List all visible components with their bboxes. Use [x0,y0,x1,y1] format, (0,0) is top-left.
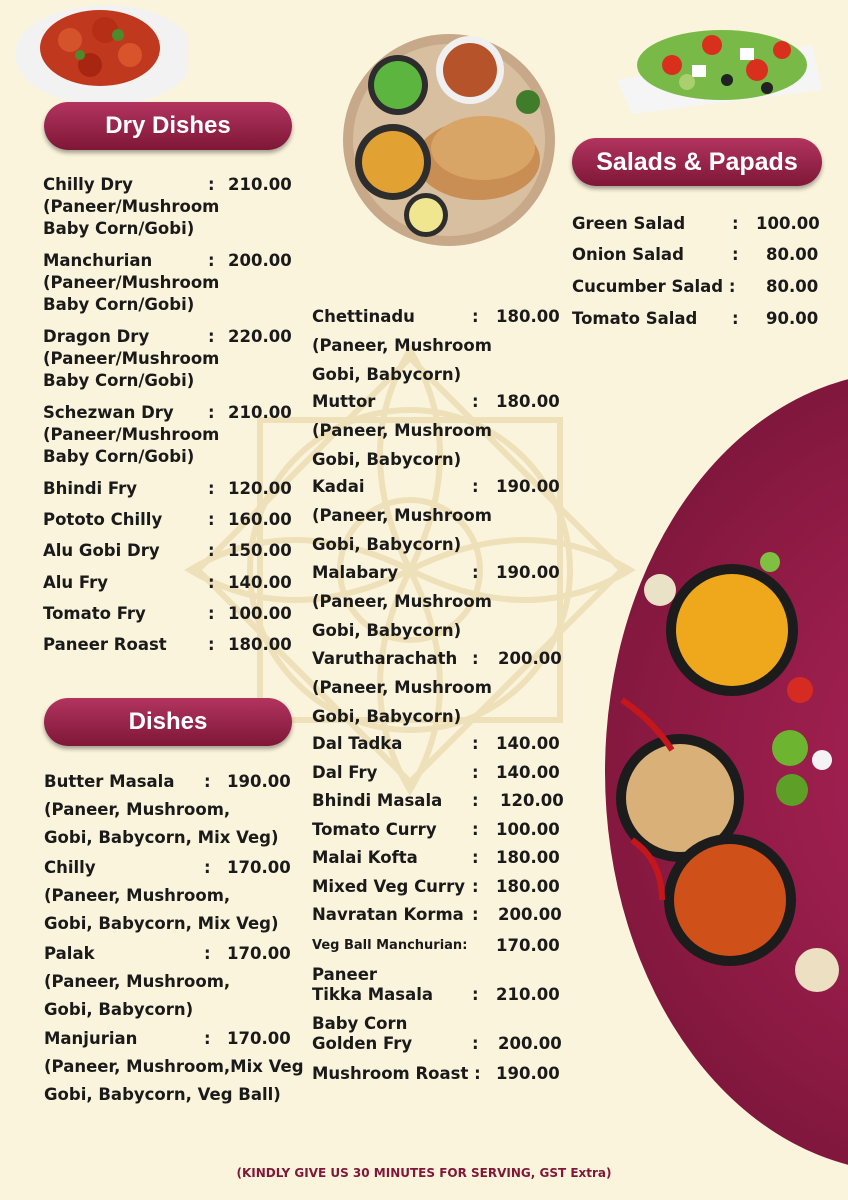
item-description: Baby Corn/Gobi) [43,295,195,314]
dry-dishes-banner [44,102,292,150]
item-price: 120.00 [228,479,292,498]
item-colon: : [472,307,479,326]
dishes-banner [44,698,292,746]
item-price: 210.00 [496,985,560,1004]
item-price: 190.00 [496,563,560,582]
item-price: 170.00 [227,858,291,877]
item-colon: : [472,848,479,867]
item-price: 140.00 [228,573,292,592]
item-name: Onion Salad [572,245,684,264]
dish-item [44,771,307,847]
item-price: 190.00 [227,772,291,791]
item-colon: : [208,251,215,270]
item-colon: : [732,309,739,328]
item-price: 180.00 [496,307,560,326]
item-name: Mushroom Roast : [312,1064,481,1083]
item-price: 200.00 [498,905,562,924]
item-colon: : [472,477,479,496]
item-colon: : [472,985,479,1004]
item-description: (Paneer, Mushroom [312,421,492,440]
dry-dish-item [43,478,308,500]
middle-dish-item [312,819,572,841]
item-description: (Paneer/Mushroom [43,349,220,368]
item-colon: : [472,734,479,753]
item-name: Malai Kofta [312,848,418,867]
item-description: Gobi, Babycorn) [312,365,462,384]
item-description: Gobi, Babycorn, Mix Veg) [44,914,279,933]
item-name: Paneer Roast [43,635,167,654]
item-colon: : [472,905,479,924]
item-name: Pototo Chilly [43,510,163,529]
item-description: Baby Corn/Gobi) [43,447,195,466]
middle-dish-item [312,1013,572,1035]
item-name: Paneer [312,965,378,984]
middle-dish-item [312,391,572,469]
chilly-dish-image [10,0,188,108]
item-colon: : [204,772,211,791]
item-description: (Paneer, Mushroom, [44,972,231,991]
item-description: (Paneer, Mushroom, [44,886,231,905]
item-name: Kadai [312,477,365,496]
item-price: 210.00 [228,175,292,194]
item-colon: : [208,175,215,194]
item-colon: : [732,214,739,233]
dry-dish-item [43,509,308,531]
dish-item [44,1028,307,1104]
middle-dish-item [312,904,572,926]
item-price: 100.00 [228,604,292,623]
item-description: (Paneer, Mushroom, [44,800,231,819]
item-colon: : [208,635,215,654]
salad-image [612,10,826,114]
item-description: Gobi, Babycorn) [44,1000,194,1019]
middle-dish-item [312,648,572,726]
middle-dish-item [312,964,572,986]
salads-banner [572,138,822,186]
item-price: 90.00 [766,309,819,328]
item-price: 180.00 [496,392,560,411]
item-name: Butter Masala [44,772,175,791]
item-colon: : [204,944,211,963]
item-colon: : [208,604,215,623]
dry-dish-item [43,603,308,625]
item-description: Gobi, Babycorn) [312,535,462,554]
item-description: Gobi, Babycorn) [312,621,462,640]
dry-dishes-title: Dry Dishes [105,112,231,139]
item-name: Cucumber Salad : [572,277,736,296]
item-description: (Paneer, Mushroom,Mix Veg [44,1057,304,1076]
middle-dish-item [312,1063,572,1085]
item-price: 100.00 [496,820,560,839]
item-description: Gobi, Babycorn, Mix Veg) [44,828,279,847]
item-price: 140.00 [496,763,560,782]
item-name: Tomato Salad [572,309,698,328]
middle-dish-item [312,984,572,1006]
item-price: 200.00 [498,1034,562,1053]
middle-dish-item [312,935,572,957]
salads-title: Salads & Papads [596,147,798,176]
item-price: 200.00 [228,251,292,270]
middle-dish-item [312,306,572,384]
item-name: Alu Gobi Dry [43,541,160,560]
item-price: 80.00 [766,245,819,264]
salad-item [572,244,832,266]
dry-dish-item [43,634,308,656]
dry-dish-item [43,572,308,594]
item-price: 180.00 [496,877,560,896]
item-description: (Paneer/Mushroom [43,197,220,216]
thali-plate-image [338,30,560,248]
salad-item [572,213,832,235]
item-price: 200.00 [498,649,562,668]
item-colon: : [472,763,479,782]
item-name: Navratan Korma [312,905,464,924]
salad-item [572,276,832,298]
item-price: 160.00 [228,510,292,529]
middle-dish-item [312,1033,572,1055]
item-name: Tikka Masala [312,985,434,1004]
dry-dish-item [43,326,308,390]
item-colon: : [472,392,479,411]
spices-image [612,520,848,1020]
footer-note: (KINDLY GIVE US 30 MINUTES FOR SERVING, GST Extra) [236,1166,612,1180]
item-colon: : [472,1034,479,1053]
item-colon: : [472,820,479,839]
middle-dish-item [312,733,572,755]
item-name: Baby Corn [312,1014,408,1033]
item-description: (Paneer, Mushroom [312,336,492,355]
item-colon: : [204,1029,211,1048]
middle-dish-item [312,762,572,784]
item-colon: : [208,479,215,498]
dish-item [44,857,307,933]
item-name: Chilly Dry [43,175,133,194]
item-colon: : [472,563,479,582]
item-name: Dragon Dry [43,327,150,346]
item-description: Baby Corn/Gobi) [43,219,195,238]
item-name: Tomato Curry [312,820,437,839]
item-price: 120.00 [500,791,564,810]
item-name: Bhindi Fry [43,479,138,498]
dish-item [44,943,307,1019]
item-price: 100.00 [756,214,820,233]
item-colon: : [472,877,479,896]
middle-dish-item [312,876,572,898]
item-description: Gobi, Babycorn) [312,707,462,726]
item-name: Bhindi Masala [312,791,443,810]
middle-dish-item [312,790,572,812]
item-colon: : [472,649,479,668]
item-name: Mixed Veg Curry [312,877,465,896]
item-description: (Paneer/Mushroom [43,425,220,444]
item-name: Golden Fry [312,1034,413,1053]
item-price: 170.00 [227,944,291,963]
item-name: Dal Tadka [312,734,403,753]
item-description: Gobi, Babycorn, Veg Ball) [44,1085,281,1104]
item-colon: : [208,510,215,529]
dishes-title: Dishes [128,708,208,735]
item-colon: : [472,791,479,810]
item-price: 140.00 [496,734,560,753]
item-name: Muttor [312,392,376,411]
item-price: 190.00 [496,1064,560,1083]
dry-dish-item [43,250,308,314]
item-price: 180.00 [228,635,292,654]
item-colon: : [208,403,215,422]
dry-dish-item [43,402,308,466]
item-description: Gobi, Babycorn) [312,450,462,469]
item-description: (Paneer, Mushroom [312,506,492,525]
middle-dish-item [312,562,572,640]
item-description: Baby Corn/Gobi) [43,371,195,390]
item-description: (Paneer, Mushroom [312,592,492,611]
item-colon: : [208,541,215,560]
item-price: 150.00 [228,541,292,560]
item-name: Palak [44,944,95,963]
item-price: 80.00 [766,277,819,296]
item-description: (Paneer/Mushroom [43,273,220,292]
item-name: Tomato Fry [43,604,146,623]
item-price: 170.00 [496,936,560,955]
item-name: Green Salad [572,214,686,233]
item-name: Varutharachath [312,649,458,668]
item-price: 220.00 [228,327,292,346]
item-name: Manchurian [43,251,153,270]
item-colon: : [204,858,211,877]
item-colon: : [208,573,215,592]
item-price: 170.00 [227,1029,291,1048]
item-description: (Paneer, Mushroom [312,678,492,697]
item-name: Alu Fry [43,573,109,592]
item-name: Chilly [44,858,96,877]
item-name: Dal Fry [312,763,378,782]
middle-dish-item [312,847,572,869]
item-colon: : [732,245,739,264]
dry-dish-item [43,174,308,238]
item-name: Schezwan Dry [43,403,174,422]
item-price: 180.00 [496,848,560,867]
item-price: 210.00 [228,403,292,422]
item-name: Manjurian [44,1029,138,1048]
salad-item [572,308,832,330]
item-colon: : [208,327,215,346]
item-name: Veg Ball Manchurian: [312,938,468,953]
item-name: Chettinadu [312,307,415,326]
item-price: 190.00 [496,477,560,496]
item-name: Malabary [312,563,399,582]
dry-dish-item [43,540,308,562]
middle-dish-item [312,476,572,554]
